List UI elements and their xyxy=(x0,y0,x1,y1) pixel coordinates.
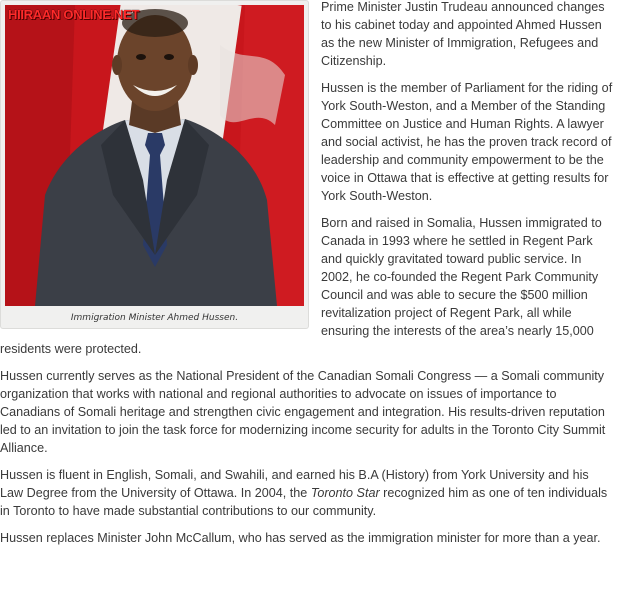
paragraph-5-text-b: recognized him as one of ten individuals in Toronto to have made substantial contributions to our community. xyxy=(0,486,608,518)
portrait-illustration xyxy=(5,5,304,306)
paragraph-5-text-a: Hussen is fluent in English, Somali, and Swahili, and earned his B.A (History) from York University and his Law Degree from the University of Ottawa. In 2004, the xyxy=(0,468,589,500)
image-caption: Immigration Minister Ahmed Hussen. xyxy=(70,313,239,323)
right-eye xyxy=(164,54,174,60)
paragraph-5 xyxy=(0,466,613,520)
portrait-photo xyxy=(5,5,304,306)
watermark: HIIRAAN ONLINE.NET xyxy=(8,7,140,22)
paragraph-6: Hussen replaces Minister John McCallum, who has served as the immigration minister for more than a year. xyxy=(0,531,601,545)
newspaper-name: Toronto Star xyxy=(310,486,380,500)
left-ear xyxy=(112,55,122,75)
right-ear xyxy=(188,55,198,75)
paragraph-4: Hussen currently serves as the National President of the Canadian Somali Congress — a Somali community organization that works with national and regional authorities to advocate on issues of importance to Canadians of Somali heritage and strengthen civic engagement and integration. His results-driven reputation led to an invitation to join the task force for modernizing income security for adults in the Toronto City Summit Alliance. xyxy=(0,369,606,455)
paragraph-3: Born and raised in Somalia, Hussen immigrated to Canada in 1993 where he settled in Regent Park and quickly gravitated toward public service. In 2002, he co-founded the Regent Park Community Council and was able to secure the $500 million revitalization project of Regent Park, all while ensuring the interests of the area’s nearly 15,000 residents were protected. xyxy=(0,216,602,356)
paragraph-1: Prime Minister Justin Trudeau announced changes to his cabinet today and appointed Ahmed Hussen as the new Minister of Immigration, Refugees and Citizenship. xyxy=(321,0,605,68)
figure xyxy=(0,0,309,329)
left-eye xyxy=(136,54,146,60)
paragraph-2: Hussen is the member of Parliament for the riding of York South-Weston, and a Member of the Standing Committee on Justice and Human Rights. A lawyer and social activist, he has the proven track record of leadership and community empowerment to be the voice in Ottawa that is effective at getting results for York South-Weston. xyxy=(321,81,613,203)
